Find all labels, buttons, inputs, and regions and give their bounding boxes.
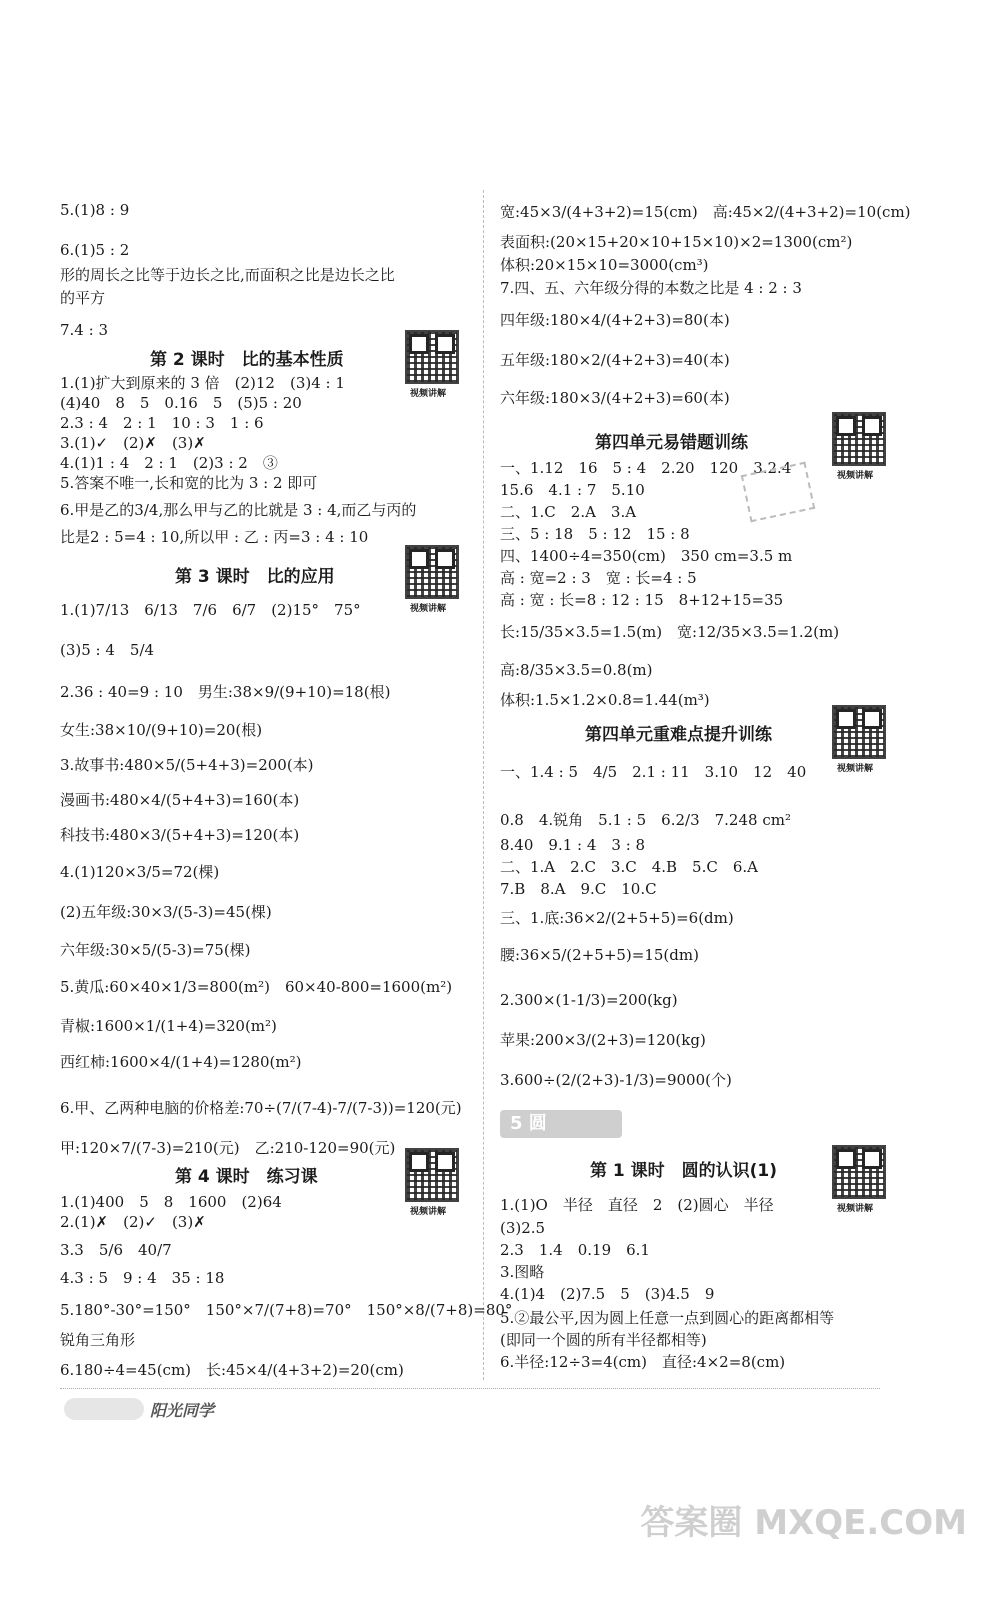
answer-line: 表面积:(20×15+20×10+15×10)×2=1300(cm²): [500, 233, 853, 251]
footer-divider: [60, 1388, 880, 1389]
answer-line: 青椒:1600×1/(1+4)=320(m²): [60, 1017, 277, 1035]
qr-label: 视频讲解: [837, 1204, 874, 1214]
section-heading: 第 4 课时 练习课: [175, 1167, 318, 1187]
answer-line: 女生:38×10/(9+10)=20(根): [60, 721, 263, 739]
qr-label: 视频讲解: [837, 764, 874, 774]
answer-line: 宽:45×3/(4+3+2)=15(cm) 高:45×2/(4+3+2)=10(cm): [500, 203, 911, 221]
section-heading: 第 3 课时 比的应用: [175, 567, 335, 587]
answer-line: 2.3 1.4 0.19 6.1: [500, 1241, 650, 1259]
answer-line: 2.(1)✗ (2)✓ (3)✗: [60, 1213, 206, 1231]
answer-line: 漫画书:480×4/(5+4+3)=160(本): [60, 791, 300, 809]
qr-code-icon[interactable]: [832, 705, 886, 759]
answer-line: 五年级:180×2/(4+2+3)=40(本): [500, 351, 730, 369]
answer-line: 一、1.12 16 5 : 4 2.20 120 3.2.4: [500, 459, 792, 477]
answer-line: 5.180°-30°=150° 150°×7/(7+8)=70° 150°×8/(7+8)=80°: [60, 1301, 513, 1319]
answer-line: 2.3 : 4 2 : 1 10 : 3 1 : 6: [60, 414, 264, 432]
answer-line: 4.3 : 5 9 : 4 35 : 18: [60, 1269, 225, 1287]
answer-line: 6.半径:12÷3=4(cm) 直径:4×2=8(cm): [500, 1353, 786, 1371]
answer-line: (4)40 8 5 0.16 5 (5)5 : 20: [60, 394, 302, 412]
answer-line: 四、1400÷4=350(cm) 350 cm=3.5 m: [500, 547, 793, 565]
answer-line: 6.180÷4=45(cm) 长:45×4/(4+3+2)=20(cm): [60, 1361, 404, 1379]
answer-line: 2.36 : 40=9 : 10 男生:38×9/(9+10)=18(根): [60, 683, 391, 701]
qr-label: 视频讲解: [410, 604, 447, 614]
answer-line: 3.图略: [500, 1263, 545, 1281]
answer-line: 锐角三角形: [60, 1331, 136, 1349]
answer-line: (2)五年级:30×3/(5-3)=45(棵): [60, 903, 272, 921]
answer-line: 3.600÷(2/(2+3)-1/3)=9000(个): [500, 1071, 732, 1089]
section-heading: 第 1 课时 圆的认识(1): [590, 1161, 778, 1181]
qr-code-icon[interactable]: [832, 412, 886, 466]
section-heading: 第 2 课时 比的基本性质: [150, 350, 344, 370]
column-divider: [483, 190, 484, 1380]
answer-line: 6.甲是乙的3/4,那么甲与乙的比就是 3 : 4,而乙与丙的: [60, 501, 417, 519]
answer-line: 体积:1.5×1.2×0.8=1.44(m³): [500, 691, 710, 709]
answer-line: 科技书:480×3/(5+4+3)=120(本): [60, 826, 300, 844]
answer-line: 15.6 4.1 : 7 5.10: [500, 481, 645, 499]
answer-line: 8.40 9.1 : 4 3 : 8: [500, 836, 646, 854]
answer-line: 5.②最公平,因为圆上任意一点到圆心的距离都相等: [500, 1309, 835, 1327]
answer-line: 的平方: [60, 289, 106, 307]
qr-code-icon[interactable]: [405, 545, 459, 599]
answer-line: 1.(1)O 半径 直径 2 (2)圆心 半径: [500, 1196, 774, 1214]
answer-line: 7.B 8.A 9.C 10.C: [500, 880, 657, 898]
answer-line: 3.3 5/6 40/7: [60, 1241, 172, 1259]
unit-banner: 5 圆: [500, 1110, 622, 1138]
qr-label: 视频讲解: [410, 1207, 447, 1217]
answer-line: 5.(1)8 : 9: [60, 201, 130, 219]
answer-line: 二、1.C 2.A 3.A: [500, 503, 637, 521]
answer-line: 六年级:30×5/(5-3)=75(棵): [60, 941, 251, 959]
qr-code-icon[interactable]: [405, 330, 459, 384]
answer-line: 4.(1)120×3/5=72(棵): [60, 863, 220, 881]
answer-line: 6.甲、乙两种电脑的价格差:70÷(7/(7-4)-7/(7-3))=120(元): [60, 1099, 462, 1117]
answer-line: 三、5 : 18 5 : 12 15 : 8: [500, 525, 690, 543]
qr-code-icon[interactable]: [832, 1145, 886, 1199]
qr-code-icon[interactable]: [405, 1148, 459, 1202]
brand-logo: 阳光同学: [150, 1401, 215, 1420]
answer-line: 1.(1)400 5 8 1600 (2)64: [60, 1193, 282, 1211]
answer-line: 四年级:180×4/(4+2+3)=80(本): [500, 311, 730, 329]
answer-line: 5.答案不唯一,长和宽的比为 3 : 2 即可: [60, 474, 318, 492]
answer-line: 二、1.A 2.C 3.C 4.B 5.C 6.A: [500, 858, 758, 876]
answer-line: 1.(1)扩大到原来的 3 倍 (2)12 (3)4 : 1: [60, 374, 345, 392]
answer-line: 比是2 : 5=4 : 10,所以甲 : 乙 : 丙=3 : 4 : 10: [60, 528, 369, 546]
answer-line: 腰:36×5/(2+5+5)=15(dm): [500, 946, 699, 964]
qr-label: 视频讲解: [410, 389, 447, 399]
answer-line: 六年级:180×3/(4+2+3)=60(本): [500, 389, 730, 407]
answer-line: (3)2.5: [500, 1219, 546, 1237]
answer-line: 4.(1)1 : 4 2 : 1 (2)3 : 2 ③: [60, 454, 278, 472]
answer-line: 西红柿:1600×4/(1+4)=1280(m²): [60, 1053, 302, 1071]
answer-line: 高:8/35×3.5=0.8(m): [500, 661, 653, 679]
answer-line: 1.(1)7/13 6/13 7/6 6/7 (2)15° 75°: [60, 601, 361, 619]
answer-line: 体积:20×15×10=3000(cm³): [500, 256, 709, 274]
answer-line: 2.300×(1-1/3)=200(kg): [500, 991, 678, 1009]
answer-line: 0.8 4.锐角 5.1 : 5 6.2/3 7.248 cm²: [500, 811, 791, 829]
section-heading: 第四单元易错题训练: [595, 433, 748, 453]
answer-line: 3.(1)✓ (2)✗ (3)✗: [60, 434, 206, 452]
watermark: 答案圈 MXQE.COM: [640, 1503, 967, 1543]
answer-line: 一、1.4 : 5 4/5 2.1 : 11 3.10 12 40: [500, 763, 807, 781]
answer-line: 6.(1)5 : 2: [60, 241, 130, 259]
answer-line: 形的周长之比等于边长之比,而面积之比是边长之比: [60, 266, 395, 284]
answer-line: 苹果:200×3/(2+3)=120(kg): [500, 1031, 706, 1049]
section-heading: 第四单元重难点提升训练: [585, 725, 772, 745]
qr-label: 视频讲解: [837, 471, 874, 481]
answer-line: (3)5 : 4 5/4: [60, 641, 155, 659]
answer-line: 4.(1)4 (2)7.5 5 (3)4.5 9: [500, 1285, 715, 1303]
answer-line: 7.4 : 3: [60, 321, 108, 339]
answer-line: 7.四、五、六年级分得的本数之比是 4 : 2 : 3: [500, 279, 802, 297]
answer-line: 5.黄瓜:60×40×1/3=800(m²) 60×40-800=1600(m²): [60, 978, 453, 996]
page-badge-icon: [64, 1398, 144, 1420]
answer-line: 高 : 宽 : 长=8 : 12 : 15 8+12+15=35: [500, 591, 784, 609]
answer-line: 甲:120×7/(7-3)=210(元) 乙:210-120=90(元): [60, 1139, 396, 1157]
answer-line: (即同一个圆的所有半径都相等): [500, 1331, 707, 1349]
answer-line: 长:15/35×3.5=1.5(m) 宽:12/35×3.5=1.2(m): [500, 623, 840, 641]
answer-line: 高 : 宽=2 : 3 宽 : 长=4 : 5: [500, 569, 697, 587]
answer-line: 三、1.底:36×2/(2+5+5)=6(dm): [500, 909, 734, 927]
answer-line: 3.故事书:480×5/(5+4+3)=200(本): [60, 756, 314, 774]
